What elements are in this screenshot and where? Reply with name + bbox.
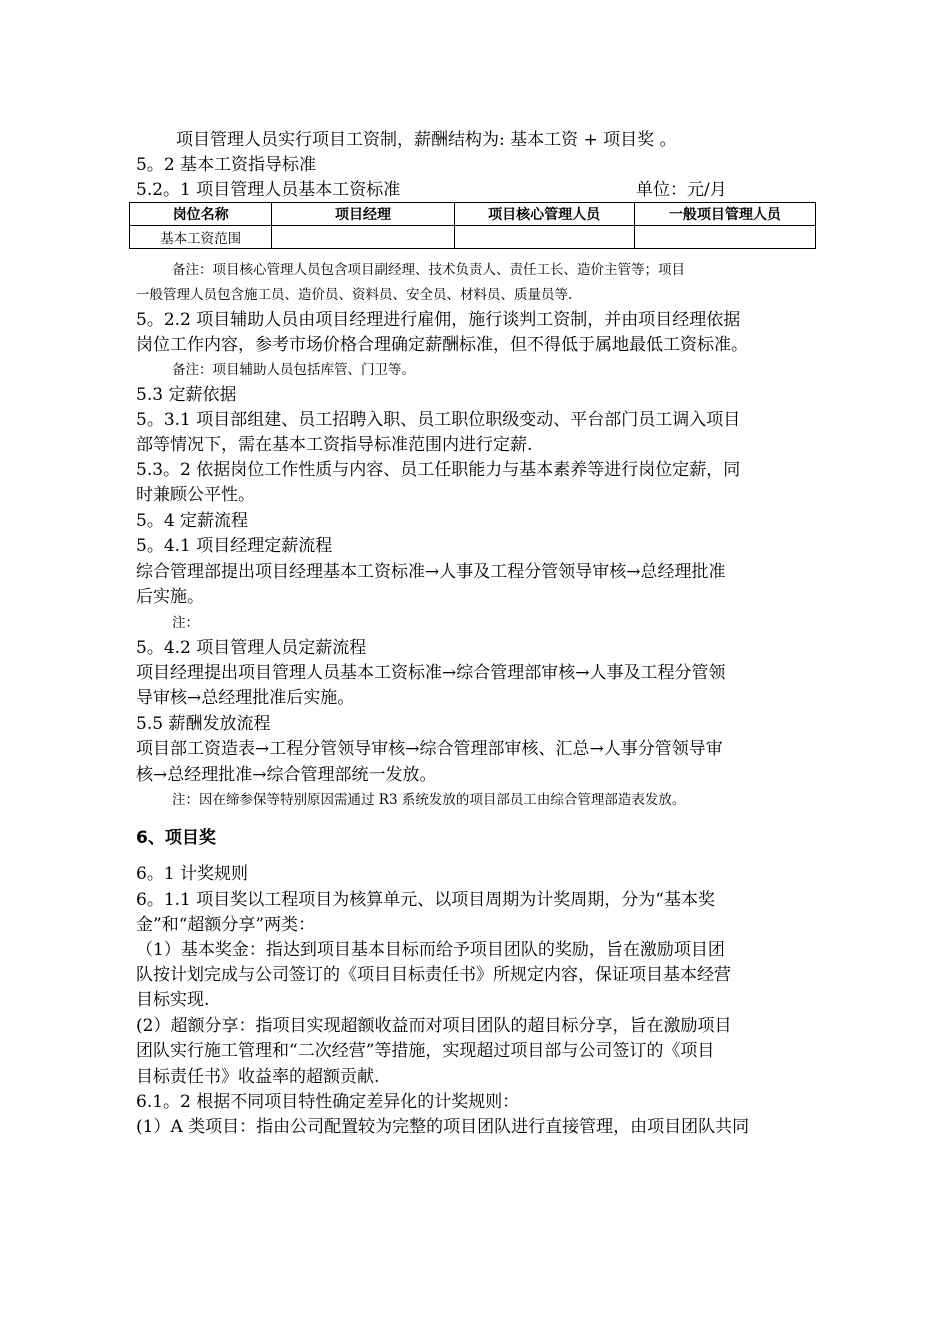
heading-6-1-2: 6.1。2 根据不同项目特性确定差异化的计奖规则： (136, 1092, 520, 1112)
note-auxiliary-staff: 备注：项目辅助人员包括库管、门卫等。 (172, 362, 415, 378)
unit-label: 单位：元/月 (636, 180, 727, 200)
paragraph-5-3-2-cont: 时兼顾公平性。 (136, 485, 255, 505)
paragraph-5-2-2: 5。2.2 项目辅助人员由项目经理进行雇佣，施行谈判工资制，并由项目经理依据 (136, 310, 741, 330)
note-core-staff-cont: 一般管理人员包含施工员、造价员、资料员、安全员、材料员、质量员等. (136, 287, 573, 303)
table-row (130, 226, 816, 249)
table-header-cell: 岗位名称 (130, 203, 272, 226)
heading-5-4-1: 5。4.1 项目经理定薪流程 (136, 536, 333, 556)
paragraph-salary-structure: 项目管理人员实行项目工资制，薪酬结构为: 基本工资 + 项目奖 。 (176, 130, 677, 150)
paragraph-excess-share-cont: 团队实行施工管理和“二次经营”等措施，实现超过项目部与公司签订的《项目 (136, 1041, 715, 1061)
heading-section-6: 6、项目奖 (136, 828, 216, 848)
paragraph-class-a-project: (1）A 类项目：指由公司配置较为完整的项目团队进行直接管理，由项目团队共同 (136, 1117, 750, 1137)
table-header-cell: 一般项目管理人员 (634, 203, 815, 226)
note-empty: 注： (172, 615, 199, 631)
table-cell: 基本工资范围 (130, 226, 272, 249)
paragraph-pm-salary-flow: 综合管理部提出项目经理基本工资标准→人事及工程分管领导审核→总经理批准 (136, 562, 726, 582)
heading-5-2: 5。2 基本工资指导标准 (136, 155, 317, 175)
paragraph-staff-salary-flow-cont: 导审核→总经理批准后实施。 (136, 688, 355, 708)
heading-5-3: 5.3 定薪依据 (136, 385, 237, 405)
paragraph-basic-bonus: （1）基本奖金：指达到项目基本目标而给予项目团队的奖励，旨在激励项目团 (136, 940, 725, 960)
paragraph-5-3-1: 5。3.1 项目部组建、员工招聘入职、员工职位职级变动、平台部门员工调入项目 (136, 410, 741, 430)
heading-5-5: 5.5 薪酬发放流程 (136, 714, 271, 734)
paragraph-pm-salary-flow-cont: 后实施。 (136, 587, 204, 607)
table-header-row (130, 203, 816, 226)
paragraph-basic-bonus-cont: 队按计划完成与公司签订的《项目目标责任书》所规定内容，保证项目基本经营 (136, 965, 731, 985)
note-core-staff: 备注：项目核心管理人员包含项目副经理、技术负责人、责任工长、造价主管等；项目 (172, 262, 685, 278)
paragraph-5-2-2-cont: 岗位工作内容，参考市场价格合理确定薪酬标准，但不得低于属地最低工资标准。 (136, 335, 748, 355)
paragraph-6-1-1-cont: 金”和“超额分享”两类： (136, 915, 316, 935)
table-cell (454, 226, 634, 249)
paragraph-5-3-1-cont: 部等情况下，需在基本工资指导标准范围内进行定薪. (136, 435, 533, 455)
paragraph-excess-share-end: 目标责任书》收益率的超额贡献. (136, 1067, 380, 1087)
paragraph-staff-salary-flow: 项目经理提出项目管理人员基本工资标准→综合管理部审核→人事及工程分管领 (136, 663, 726, 683)
salary-standard-table (129, 202, 816, 249)
table-cell (634, 226, 815, 249)
paragraph-payroll-flow: 项目部工资造表→工程分管领导审核→综合管理部审核、汇总→人事分管领导审 (136, 739, 723, 759)
note-r3-system: 注：因在缔参保等特别原因需通过 R3 系统发放的项目部员工由综合管理部造表发放。 (172, 792, 686, 808)
paragraph-excess-share: (2）超额分享：指项目实现超额收益而对项目团队的超目标分享，旨在激励项目 (136, 1016, 732, 1036)
table-cell (272, 226, 454, 249)
table-header-cell: 项目核心管理人员 (454, 203, 634, 226)
paragraph-6-1-1: 6。1.1 项目奖以工程项目为核算单元、以项目周期为计奖周期，分为“基本奖 (136, 890, 715, 910)
table-header-cell: 项目经理 (272, 203, 454, 226)
heading-5-4: 5。4 定薪流程 (136, 511, 249, 531)
paragraph-basic-bonus-end: 目标实现. (136, 990, 210, 1010)
paragraph-payroll-flow-cont: 核→总经理批准→综合管理部统一发放。 (136, 765, 437, 785)
paragraph-5-3-2: 5.3。2 依据岗位工作性质与内容、员工任职能力与基本素养等进行岗位定薪，同 (136, 460, 741, 480)
heading-6-1: 6。1 计奖规则 (136, 864, 249, 884)
heading-5-2-1: 5.2。1 项目管理人员基本工资标准 (136, 180, 401, 200)
heading-5-4-2: 5。4.2 项目管理人员定薪流程 (136, 638, 367, 658)
